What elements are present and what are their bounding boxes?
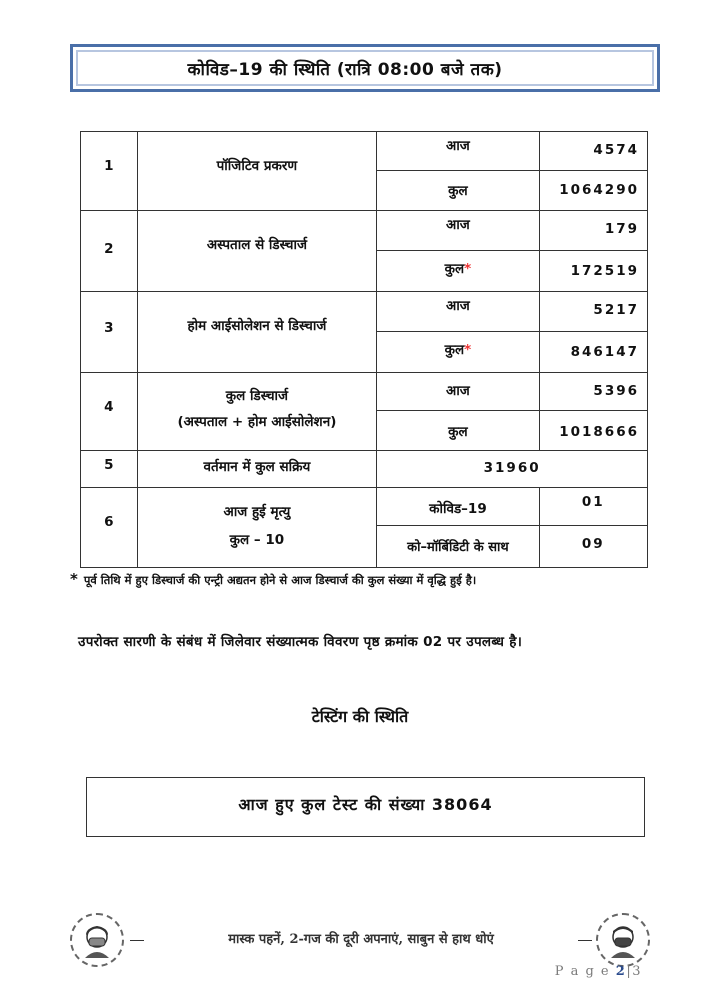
testing-heading: टेस्टिंग की स्थिति bbox=[311, 707, 409, 726]
page-current: 2 bbox=[615, 964, 627, 979]
table-row bbox=[81, 211, 648, 251]
title-box bbox=[70, 44, 660, 92]
footnote-text: पूर्व तिथि में हुए डिस्चार्ज की एन्ट्री अद्यतन होने से आज डिस्चार्ज की कुल संख्या में वृद्धि हुई है। bbox=[83, 573, 477, 587]
testing-box bbox=[86, 777, 645, 837]
active-value: 31960 bbox=[377, 451, 648, 488]
total-label: कुल bbox=[444, 261, 465, 277]
total-label: कुल bbox=[377, 171, 539, 211]
today-label: आज bbox=[377, 373, 539, 411]
total-value: 1064290 bbox=[539, 171, 647, 211]
banner-message: मास्क पहनें, 2-गज की दूरी अपनाएं, साबुन से हाथ धोएं bbox=[228, 932, 494, 947]
today-label: आज bbox=[377, 292, 539, 332]
row-category: अस्पताल से डिस्चार्ज bbox=[137, 211, 377, 292]
row-category bbox=[137, 373, 377, 451]
table-row bbox=[81, 373, 648, 411]
total-label-cell bbox=[377, 332, 539, 373]
asterisk-mark: * bbox=[464, 261, 472, 277]
comorbidity-value: 09 bbox=[539, 526, 647, 568]
row-number: 6 bbox=[81, 488, 138, 568]
total-value: 846147 bbox=[539, 332, 647, 373]
page-number bbox=[555, 964, 642, 979]
category-line: कुल डिस्चार्ज bbox=[225, 388, 289, 404]
row-number: 1 bbox=[81, 132, 138, 211]
row-number: 3 bbox=[81, 292, 138, 373]
covid-label: कोविड–19 bbox=[377, 488, 539, 526]
total-label: कुल bbox=[377, 411, 539, 451]
total-value: 172519 bbox=[539, 251, 647, 292]
today-label: आज bbox=[377, 132, 539, 171]
safety-banner bbox=[70, 913, 650, 969]
comorbidity-label: को–मॉर्बिडिटी के साथ bbox=[377, 526, 539, 568]
covid-value: 01 bbox=[539, 488, 647, 526]
row-number: 2 bbox=[81, 211, 138, 292]
total-label-cell bbox=[377, 251, 539, 292]
arrow-right-icon bbox=[578, 940, 592, 941]
testing-count-text: आज हुए कुल टेस्ट की संख्या 38064 bbox=[238, 795, 493, 814]
status-table bbox=[80, 131, 648, 568]
category-line: आज हुई मृत्यु bbox=[223, 504, 291, 520]
category-line: कुल – 10 bbox=[229, 532, 285, 548]
asterisk-mark: * bbox=[464, 342, 472, 358]
arrow-left-icon bbox=[130, 940, 144, 941]
table-row bbox=[81, 292, 648, 332]
page-title: कोविड–19 की स्थिति (रात्रि 08:00 बजे तक) bbox=[187, 59, 503, 80]
today-label: आज bbox=[377, 211, 539, 251]
footnote bbox=[70, 570, 476, 588]
row-category bbox=[137, 488, 377, 568]
page-separator: | bbox=[626, 964, 633, 979]
page-label: P a g e bbox=[554, 964, 611, 979]
page-total: 3 bbox=[632, 964, 642, 979]
masked-man-icon bbox=[596, 913, 650, 967]
masked-woman-icon bbox=[70, 913, 124, 967]
row-number: 4 bbox=[81, 373, 138, 451]
footnote-asterisk: * bbox=[70, 570, 78, 588]
today-value: 4574 bbox=[539, 132, 647, 171]
today-value: 179 bbox=[539, 211, 647, 251]
today-value: 5396 bbox=[539, 373, 647, 411]
total-label: कुल bbox=[444, 342, 465, 358]
reference-paragraph: उपरोक्त सारणी के संबंध में जिलेवार संख्यात्मक विवरण पृष्ठ क्रमांक 02 पर उपलब्ध है। bbox=[78, 634, 523, 650]
today-value: 5217 bbox=[539, 292, 647, 332]
table-row bbox=[81, 488, 648, 526]
table-row bbox=[81, 451, 648, 488]
row-number: 5 bbox=[81, 451, 138, 488]
category-line: (अस्पताल + होम आईसोलेशन) bbox=[177, 414, 337, 430]
row-category: होम आईसोलेशन से डिस्चार्ज bbox=[137, 292, 377, 373]
row-category: वर्तमान में कुल सक्रिय bbox=[137, 451, 377, 488]
row-category: पॉजिटिव प्रकरण bbox=[137, 132, 377, 211]
total-value: 1018666 bbox=[539, 411, 647, 451]
table-row bbox=[81, 132, 648, 171]
